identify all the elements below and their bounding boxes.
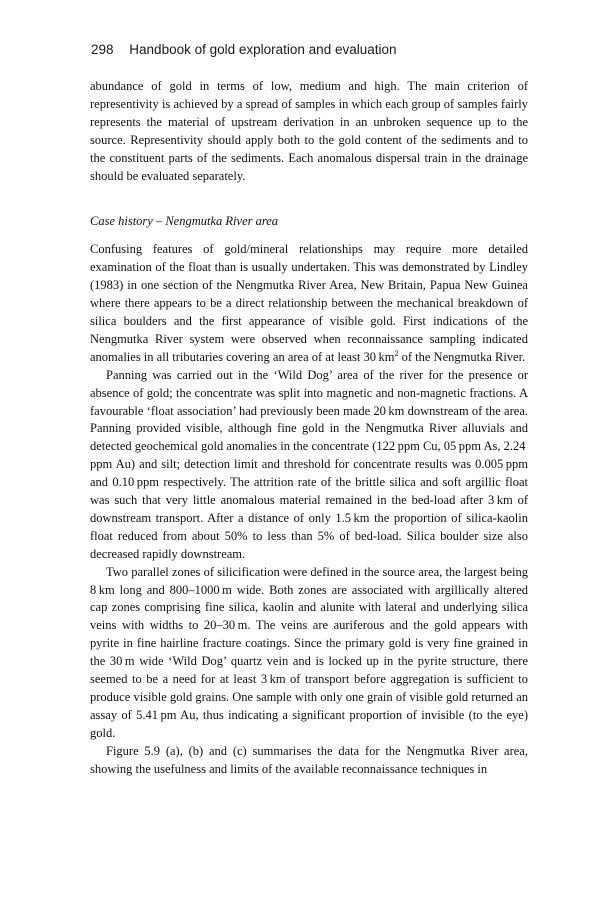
paragraph-silicification: Two parallel zones of silicification were defined in the source area, the largest being 8 km long and 800–1000 m wide. Both zones are associated with argillically altered cap zones comprising fine silica, kaolin and alunite with lateral and underlying silica veins with widths to 20–30 m. The veins are auriferous and the gold appears with pyrite in fine hairline fracture coatings. Since the primary gold is very fine grained in the 30 m wide ‘Wild Dog’ quartz vein and is locked up in the pyrite structure, there seemed to be a need for at least 3 km of transport before aggregation is sufficient to produce visible gold grains. One sample with only one grain of visible gold returned an assay of 5.41 pm Au, thus indicating a significant proportion of invisible (to the eye) gold. (90, 564, 528, 740)
running-header (91, 42, 531, 57)
page-number: 298 (91, 42, 114, 57)
paragraph-continuation: abundance of gold in terms of low, medium and high. The main criterion of representivity is achieved by a spread of samples in which each group of samples fairly represents the material of upstream derivation in an unbroken sequence up to the source. Representivity should apply both to the gold content of the sediments and to the constituent parts of the sediments. Each anomalous dispersal train in the drainage should be evaluated separately. (90, 79, 528, 183)
paragraph-lindley (90, 241, 528, 366)
body-text (90, 78, 528, 779)
paragraph-lindley-text: Confusing features of gold/mineral relationships may require more detailed examination of the float than is usually undertaken. This was demonstrated by Lindley (1983) in one section of the Nengmutka River Area, New Britain, Papua New Guinea where there appears to be a direct relationship between the mechanical breakdown of silica boulders and the first appearance of visible gold. First indications of the Nengmutka River system were observed when reconnaissance sampling indicated anomalies in all tributaries covering an area of at least 30 km (90, 242, 528, 364)
section-heading: Case history – Nengmutka River area (90, 214, 279, 229)
running-title: Handbook of gold exploration and evaluation (129, 42, 397, 57)
superscript-two: 2 (394, 348, 399, 358)
paragraph-figure-summary: Figure 5.9 (a), (b) and (c) summarises the data for the Nengmutka River area, showing the usefulness and limits of the available reconnaissance techniques in (90, 743, 528, 776)
paragraph-lindley-end: of the Nengmutka River. (398, 349, 526, 364)
paragraph-panning: Panning was carried out in the ‘Wild Dog’ area of the river for the presence or absence of gold; the concentrate was split into magnetic and non-magnetic fractions. A favourable ‘float association’ had previously been made 20 km downstream of the area. Panning provided visible, although fine gold in the Nengmutka River alluvials and detected geochemical gold anomalies in the concentrate (122 ppm Cu, 05 ppm As, 2.24 ppm Au) and silt; detection limit and threshold for concentrate results was 0.005 ppm and 0.10 ppm respectively. The attrition rate of the brittle silica and soft argillic float was such that very little anomalous material remained in the bed-load after 3 km of downstream transport. After a distance of only 1.5 km the proportion of silica-kaolin float reduced from about 50% to less than 5% of bed-load. Silica boulder size also decreased rapidly downstream. (90, 367, 528, 561)
